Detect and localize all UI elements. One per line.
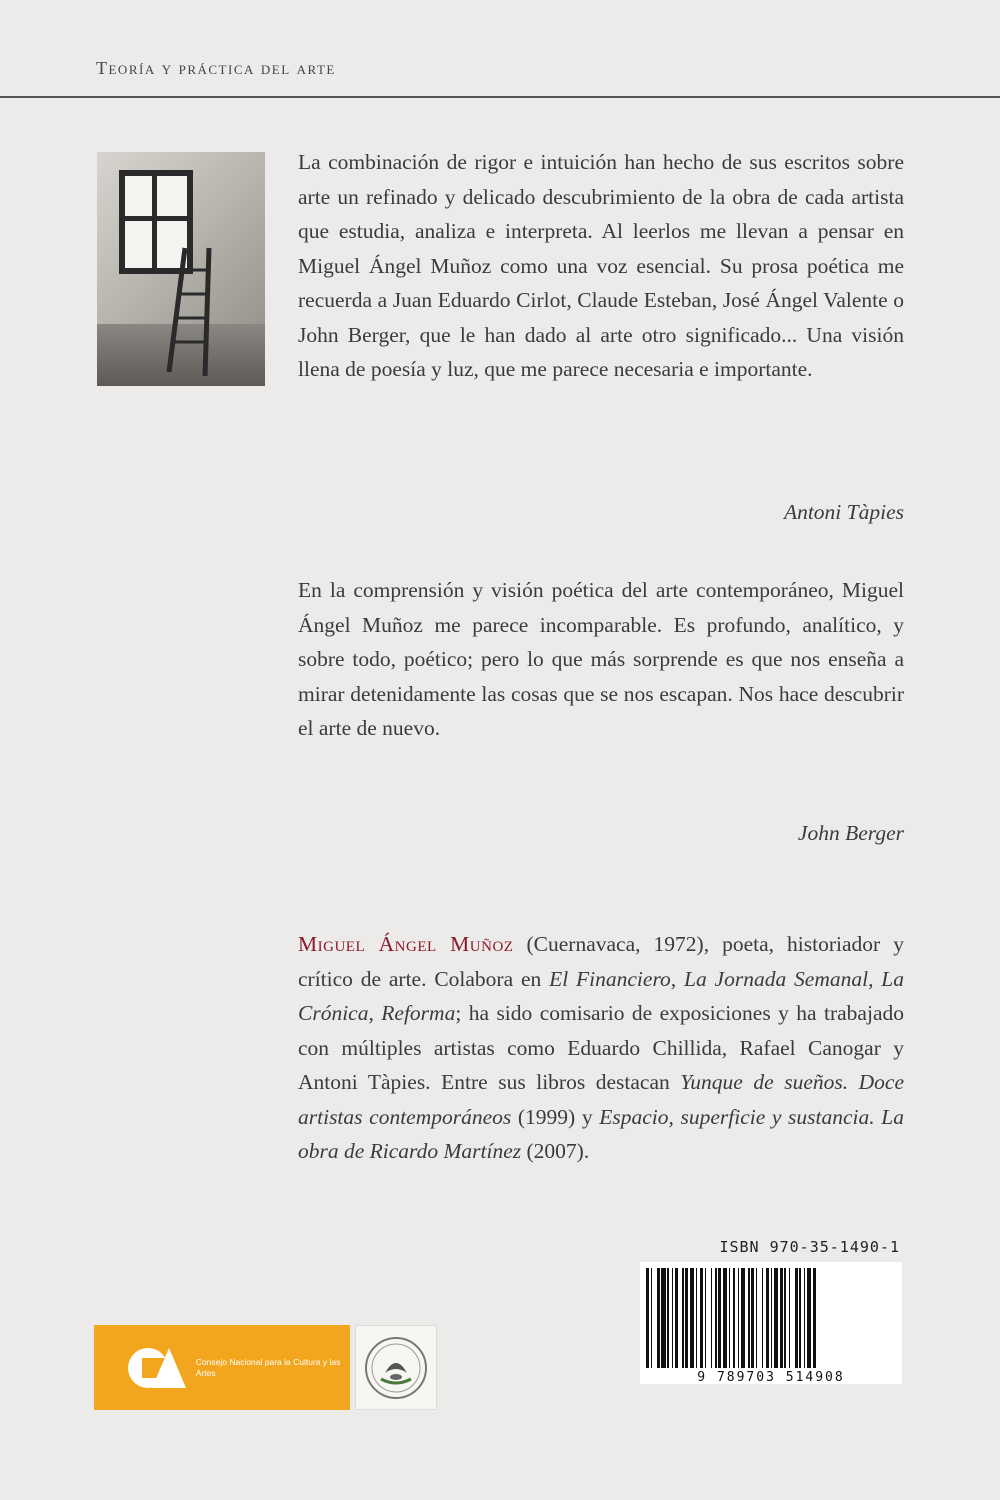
mexico-seal-icon: [355, 1325, 437, 1410]
header-rule: [0, 96, 1000, 98]
ladder-icon: [97, 152, 265, 386]
barcode-bars: [646, 1268, 896, 1368]
ladder-window-photo: [97, 152, 265, 386]
bio-book-1: Yunque de sueños. Doce artistas contemporáneos: [298, 1070, 904, 1129]
barcode-number: 9 789703 514908: [697, 1370, 845, 1385]
author-bio: [298, 927, 904, 1169]
bio-book-2: Espacio, superficie y sustancia. La obra de Ricardo Martínez: [298, 1104, 904, 1163]
bio-part-1: (Cuernavaca, 1972), poeta, historiador y crítico de arte. Colabora en: [298, 932, 904, 991]
series-title: Teoría y práctica del arte: [96, 58, 336, 78]
barcode: [640, 1262, 902, 1384]
quote-berger-author: John Berger: [797, 821, 904, 845]
bio-part-2: ; ha sido comisario de exposiciones y ha trabajado con múltiples artistas como Eduardo Chillida, Rafael Canogar y Antoni Tàpies. Entre sus libros destacan: [298, 1001, 904, 1094]
isbn-label: ISBN 970-35-1490-1: [719, 1238, 900, 1256]
bio-part-3: (1999) y: [511, 1104, 600, 1129]
barcode-bar: [816, 1268, 818, 1368]
conaculta-mark-icon: [128, 1348, 182, 1388]
bio-part-4: (2007).: [521, 1139, 590, 1163]
quote-tapies-author: Antoni Tàpies: [783, 500, 904, 524]
conaculta-logo-text: Consejo Nacional para la Cultura y las Artes: [195, 1357, 341, 1378]
author-name: Miguel Ángel Muñoz: [298, 932, 514, 956]
bio-publications: El Financiero, La Jornada Semanal, La Crónica, Reforma: [298, 966, 904, 1025]
quote-tapies: La combinación de rigor e intuición han hecho de sus escritos sobre arte un refinado y delicado descubrimiento de la obra de cada artista que estudia, analiza e interpreta. Al leerlos me llevan a pensar en Miguel Ángel Muñoz como una voz esencial. Su prosa poética me recuerda a Juan Eduardo Cirlot, Claude Esteban, José Ángel Valente o John Berger, que le han dado al arte otro significado... Una visión llena de poesía y luz, que me parece necesaria e importante.: [298, 150, 904, 381]
quote-berger: En la comprensión y visión poética del arte contemporáneo, Miguel Ángel Muñoz me parece incomparable. Es profundo, analítico, y sobre todo, poético; pero lo que más sorprende es que nos enseña a mirar detenidamente las cosas que se nos escapan. Nos hace descubrir el arte de nuevo.: [298, 578, 904, 740]
conaculta-logo: [94, 1325, 350, 1410]
